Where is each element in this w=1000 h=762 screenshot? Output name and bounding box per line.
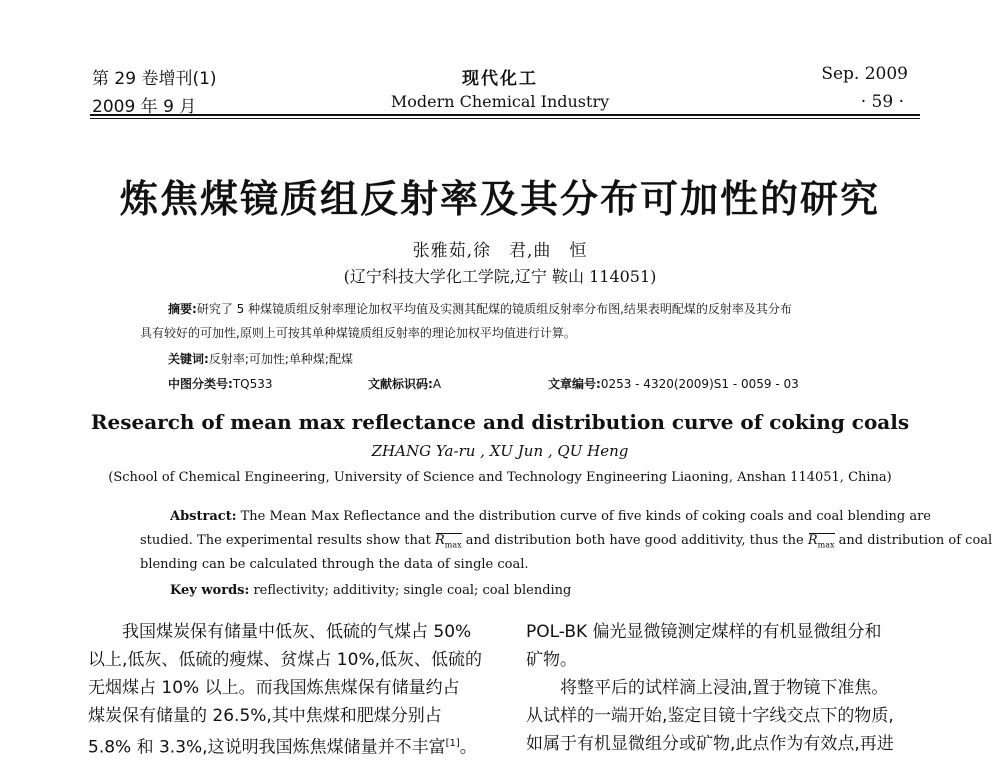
header-rule-thick (90, 114, 920, 116)
rmax-r: R (434, 533, 445, 548)
article-number (548, 375, 799, 392)
document-code (368, 375, 441, 392)
rmax-sub: max (444, 540, 462, 550)
keywords-en (170, 583, 571, 598)
keywords-en-text: reflectivity; additivity; single coal; coal blending (253, 583, 572, 598)
article-label: 文章编号: (548, 377, 601, 391)
rmax-symbol-2 (808, 533, 835, 550)
body-left-line: 煤炭保有储量的 26.5%,其中焦煤和肥煤分别占 (88, 706, 442, 726)
journal-date-cn: 2009 年 9 月 (92, 97, 197, 117)
abstract-en-label: Abstract: (170, 509, 237, 524)
keywords-cn-label: 关键词: (168, 352, 209, 366)
body-right-column (526, 618, 894, 758)
clc-value: TQ533 (232, 377, 273, 391)
abstract-en-line2 (140, 533, 992, 550)
page-number: · 59 · (860, 92, 904, 112)
affiliation-en: (School of Chemical Engineering, University of Science and Technology Engineering Liaoning, Anshan 114051, China) (108, 470, 892, 485)
abstract-cn-line1 (168, 300, 792, 317)
header-rule-thin (90, 118, 920, 119)
rmax-r-2: R (807, 533, 818, 548)
journal-date-en: Sep. 2009 (821, 64, 908, 84)
paper-title-en: Research of mean max reflectance and distribution curve of coking coals (90, 410, 910, 434)
body-right-line: POL-BK 偏光显微镜测定煤样的有机显微组分和 (526, 622, 882, 642)
clc-label: 中图分类号: (168, 377, 233, 391)
body-left-line: 以上,低灰、低硫的瘦煤、贫煤占 10%,低灰、低硫的 (88, 650, 482, 670)
journal-volume: 第 29 卷增刊(1) (92, 69, 217, 89)
body-left-line-last (88, 730, 482, 762)
journal-name-en: Modern Chemical Industry (390, 92, 610, 111)
body-left-column (88, 618, 482, 762)
citation-ref: [1] (445, 738, 460, 749)
abstract-en-text2a: studied. The experimental results show that (140, 533, 431, 548)
clc-number (168, 375, 273, 392)
keywords-en-label: Key words: (170, 583, 250, 598)
abstract-cn-line2: 具有较好的可加性,原则上可按其单种煤镜质组反射率的理论加权平均值进行计算。 (140, 326, 576, 340)
abstract-en-text2c: and distribution of coal (838, 533, 993, 548)
affiliation-cn: (辽宁科技大学化工学院,辽宁 鞍山 114051) (343, 267, 657, 286)
body-left-line-text: 5.8% 和 3.3%,这说明我国炼焦煤储量并不丰富 (88, 737, 446, 758)
abstract-en-text2b: and distribution both have good additivity, thus the (465, 533, 804, 548)
article-value: 0253 - 4320(2009)S1 - 0059 - 03 (600, 377, 799, 391)
rmax-symbol (435, 533, 462, 550)
journal-name-cn: 现代化工 (462, 69, 538, 89)
rmax-sub-2: max (817, 540, 835, 550)
abstract-cn-text1: 研究了 5 种煤镜质组反射率理论加权平均值及实测其配煤的镜质组反射率分布图,结果表明配煤的反射率及其分布 (196, 302, 792, 316)
abstract-en-line1 (170, 509, 931, 524)
body-right-line: 如属于有机显微组分或矿物,此点作为有效点,再进 (526, 734, 894, 754)
abstract-en-text1: The Mean Max Reflectance and the distribution curve of five kinds of coking coals and coal blending are (240, 509, 932, 524)
doc-label: 文献标识码: (368, 377, 433, 391)
body-left-line-end: 。 (459, 737, 477, 758)
body-right-line: 从试样的一端开始,鉴定目镜十字线交点下的物质, (526, 706, 894, 726)
paper-title-cn: 炼焦煤镜质组反射率及其分布可加性的研究 (119, 177, 880, 221)
body-left-line: 我国煤炭保有储量中低灰、低硫的气煤占 50% (88, 622, 472, 642)
body-right-line: 矿物。 (526, 650, 577, 670)
abstract-en-line3: blending can be calculated through the data of single coal. (140, 557, 529, 572)
body-left-line: 无烟煤占 10% 以上。而我国炼焦煤保有储量约占 (88, 678, 460, 698)
doc-value: A (432, 377, 442, 391)
keywords-cn (168, 350, 353, 367)
body-right-line: 将整平后的试样滴上浸油,置于物镜下准焦。 (526, 678, 889, 698)
abstract-cn-label: 摘要: (168, 302, 197, 316)
authors-cn: 张雅茹,徐 君,曲 恒 (412, 241, 588, 261)
keywords-cn-text: 反射率;可加性;单种煤;配煤 (208, 352, 353, 366)
authors-en: ZHANG Ya-ru , XU Jun , QU Heng (371, 442, 629, 460)
